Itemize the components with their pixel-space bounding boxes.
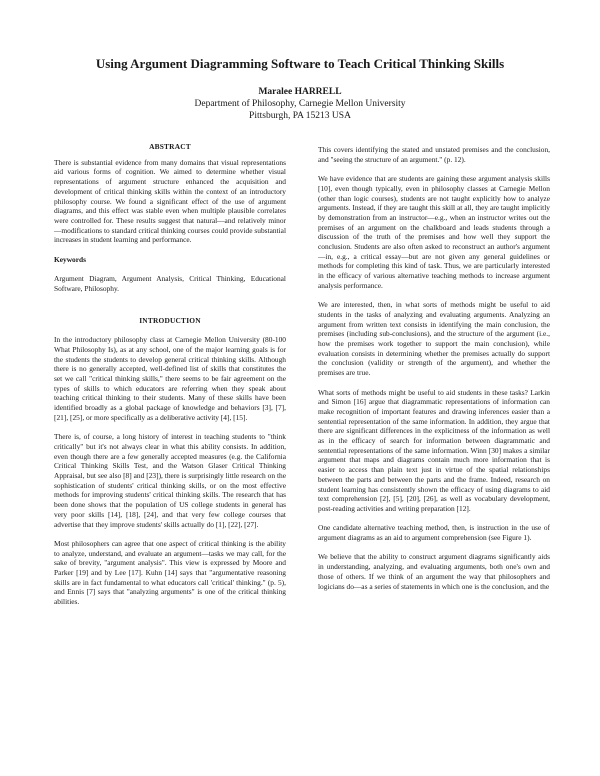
right-column — [318, 145, 550, 601]
paper-title: Using Argument Diagramming Software to Teach Critical Thinking Skills — [95, 56, 505, 71]
abstract-heading: ABSTRACT — [149, 142, 191, 151]
intro-paragraph: In the introductory philosophy class at Carnegie Mellon University (80-100 What Philosophy Is), as at any school, one of the major learning goals is for the students the students to develop general critical thinking skills. Although there is no generally accepted, well-defined list of skills that constitutes the set we call "critical thinking skills," there seems to be fair agreement on the types of skills to which educators are referring when they speak about teaching critical thinking to their students. Many of these skills have been identified broadly as a global package of knowledge and behaviors [3], [7], [21], [25], or more specifically as a deliberative activity [4], [15]. — [54, 335, 286, 422]
left-column — [54, 142, 286, 617]
body-paragraph: One candidate alternative teaching method, then, is instruction in the use of argument diagrams as an aid to argument comprehension (see Figure 1). — [318, 523, 550, 543]
intro-paragraph: Most philosophers can agree that one aspect of critical thinking is the ability to analyze, understand, and evaluate an argument—tasks we may call, for the sake of brevity, "argument analysis". This view is expressed by Moore and Parker [19] and by Lee [17]. Kuhn [14] says that "argumentative reasoning skills are in fact fundamental to what educators call 'critical' thinking." (p. 5), and Ennis [7] says that "analyzing arguments" is one of the critical thinking abilities. — [54, 538, 286, 607]
keywords-text: Argument Diagram, Argument Analysis, Critical Thinking, Educational Software, Philosophy. — [54, 274, 286, 293]
affiliation-address: Pittsburgh, PA 15213 USA — [249, 111, 351, 121]
body-paragraph: We believe that the ability to construct argument diagrams significantly aids in understanding, analyzing, and evaluating arguments, both one's own and those of others. If we think of an argument the way that philosophers and logicians do—as a series of statements in which one is the conclusion, and the — [318, 552, 550, 591]
affiliation-department: Department of Philosophy, Carnegie Mellon University — [194, 99, 406, 109]
body-paragraph: What sorts of methods might be useful to aid students in these tasks? Larkin and Simon [16] argue that diagrammatic representations of information can make recognition of important features and drawing inferences easier than a sentential representation of the same information. In addition, they argue that there are significant differences in the explicitness of the information as well as in the efficacy of search for information between diagrammatic and sentential representations of the same information. Winn [30] makes a similar argument that maps and diagrams contain much more information that is easier to access than plain text just in virtue of the spatial relationships between the parts and between the parts and the frame. Indeed, research on student learning has consistently shown the efficacy of using diagrams to aid text comprehension [2], [5], [20], [26], as well as vocabulary development, post-reading activities and writing preparation [12]. — [318, 387, 550, 513]
abstract-text: There is substantial evidence from many domains that visual representations aid various forms of cognition. We aimed to determine whether visual representations of argument structure enhanced the acquisition and development of critical thinking skills within the context of an introductory philosophy course. We found a significant effect of the use of argument diagrams, and this effect was stable even when multiple plausible correlates were controlled for. These results suggest that natural—and relatively minor—modifications to standard critical thinking courses could provide substantial increases in student learning and performance. — [54, 157, 286, 245]
introduction-heading: INTRODUCTION — [139, 315, 201, 325]
author-name: Maralee HARRELL — [258, 87, 342, 97]
intro-paragraph: There is, of course, a long history of interest in teaching students to "think critically" but it's not always clear in what this ability consists. In addition, even though there are a few generally accepted measures (e.g. the California Critical Thinking Skills Test, and the Watson Glaser Critical Thinking Appraisal, but see also [8] and [23]), there is surprisingly little research on the sophistication of students' critical thinking skills, or on the most effective methods for improving students' critical thinking skills. The research that has been done shows that the population of US college students in general has very poor skills [14], [18], [24], and that very few college courses that advertise that they improve students' skills actually do [1], [22], [27]. — [54, 432, 286, 529]
body-paragraph: We have evidence that are students are gaining these argument analysis skills [10], even though typically, even in philosophy classes at Carnegie Mellon (other than logic courses), students are not taught explicitly how to analyze arguments. Instead, if they are taught this skill at all, they are taught implicitly by demonstration from an instructor—e.g., when an instructor writes out the premises of an argument on the chalkboard and leads students through a discussion of the truth of the premises and how well they support the conclusion. Students are also often asked to reconstruct an author's argument—in, e.g., a critical essay—but are not given any general guidelines or methods for completing this kind of task. Thus, we are particularly interested in the efficacy of various alternative teaching methods to increase argument analysis performance. — [318, 174, 550, 290]
keywords-heading: Keywords — [54, 254, 87, 264]
body-paragraph: We are interested, then, in what sorts of methods might be useful to aid students in the tasks of analyzing and evaluating arguments. Analyzing an argument from written text consists in identifying the main conclusion, the premises (including sub-conclusions), and the structure of the argument (i.e., how the premises work together to support the main conclusion), while evaluation consists in determining whether the premises actually do support the conclusion (validity or strength of the argument), and whether the premises are true. — [318, 300, 550, 378]
body-paragraph: This covers identifying the stated and unstated premises and the conclusion, and "seeing the structure of an argument." (p. 12). — [318, 145, 550, 164]
